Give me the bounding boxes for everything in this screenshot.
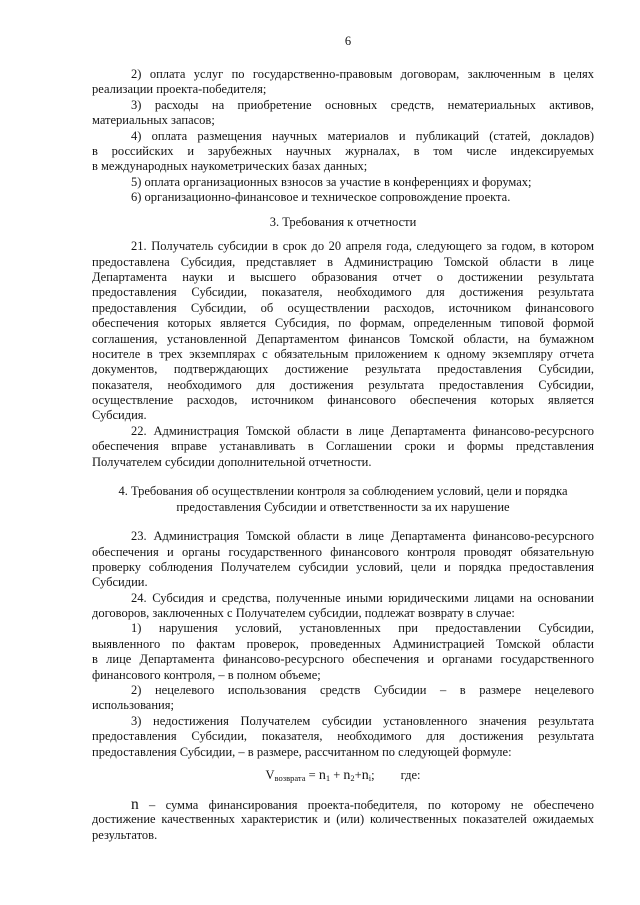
text-line: проверку соблюдения Получателем субсидии условий, цели и порядка предоставления [92, 559, 594, 574]
formula-v-subscript: возврата [274, 772, 306, 783]
text-line: 3) расходы на приобретение основных средств, нематериальных активов, [131, 97, 594, 112]
list-item [92, 190, 594, 205]
expense-list [92, 67, 594, 206]
text-line: предоставлена Субсидия, представляет в Администрацию Томской области в лице [92, 254, 594, 269]
text-line: 1) нарушения условий, установленных при предоставлении Субсидии, [131, 621, 594, 636]
text-line: использования; [92, 698, 174, 713]
formula-semicolon: ; [371, 767, 375, 782]
text-line: достижение качественных характеристик и (или) количественных показателей ожидаемых [92, 812, 594, 827]
return-case-2 [92, 683, 594, 714]
formula-n: n [343, 767, 351, 783]
text-line: 23. Администрация Томской области в лице Департамента финансово-ресурсного [131, 529, 594, 544]
definition-symbol: n [131, 795, 139, 813]
formula-n: n [318, 767, 326, 783]
list-item [92, 98, 594, 129]
section-4-heading [92, 484, 594, 515]
text-line: обеспечения и органы государственного финансового контроля проводят обязательную [92, 544, 594, 559]
paragraph-24 [92, 591, 594, 622]
text-line: Получателем субсидии дополнительной отчетности. [92, 454, 372, 469]
text-line: реализации проекта-победителя; [92, 82, 267, 97]
paragraph-22 [92, 424, 594, 470]
text-line: 2) оплата услуг по государственно-правовым договорам, заключенным в целях [131, 67, 594, 81]
text-line: 6) организационно-финансовое и техническое сопровождение проекта. [131, 190, 511, 205]
text-line: носителе в трех экземплярах с обязательным приложением к одному экземпляру отчета [92, 346, 594, 361]
heading-line: предоставления Субсидии и ответственности за их нарушение [176, 499, 510, 514]
text-line: 24. Субсидия и средства, полученные иными юридическими лицами на основании [131, 590, 594, 605]
paragraph-23 [92, 529, 594, 591]
text-line: 3) недостижения Получателем субсидии установленного значения результата [131, 713, 594, 728]
text-line: в лице Департамента финансово-ресурсного обеспечения и органами государственного [92, 652, 594, 667]
text-line: финансового контроля, – в полном объеме; [92, 667, 321, 682]
text-line: предоставления Субсидии, показателя, необходимого для достижения результата [92, 285, 594, 300]
formula-definition [92, 797, 594, 843]
return-case-3 [92, 714, 594, 760]
formula-equals: = [305, 767, 319, 782]
formula-plus: + [354, 767, 362, 782]
text-line: обеспечения вправе устанавливать в Соглашении сроки и формы представления [92, 439, 594, 454]
page-number: 6 [344, 34, 352, 48]
page-content [92, 67, 594, 843]
text-line: Департамента науки и высшего образования отчет о достижении результата [92, 269, 594, 284]
text-line: выявленного по фактам проверок, проведенных Администрацией Томской области [92, 636, 594, 651]
text-line: 5) оплата организационных взносов за участие в конференциях и форумах; [131, 174, 532, 189]
text-line: предоставления Субсидии, показателя, необходимого для достижения результата [92, 729, 594, 744]
formula-v: V [265, 767, 275, 782]
list-item [92, 129, 594, 175]
text-line: предоставления Субсидии, – в размере, рассчитанном по следующей формуле: [92, 744, 512, 759]
text-line: договоров, заключенных с Получателем субсидии, подлежат возврату в случае: [92, 606, 515, 621]
text-line: документов, подтверждающих достижение результата предоставления Субсидии, [92, 362, 594, 377]
text-line: в международных наукометрических базах данных; [92, 159, 368, 174]
list-item [92, 175, 594, 190]
text-line: результатов. [92, 827, 158, 842]
text-line: Субсидия. [92, 408, 147, 423]
heading-line: 4. Требования об осуществлении контроля за соблюдением условий, цели и порядка [118, 484, 568, 499]
text-line: 22. Администрация Томской области в лице Департамента финансово-ресурсного [131, 423, 594, 438]
text-line: 4) оплата размещения научных материалов и публикаций (статей, докладов) [131, 128, 594, 143]
list-item [92, 67, 594, 98]
return-formula [92, 768, 594, 783]
formula-plus: + [330, 767, 344, 782]
text-line: Субсидии. [92, 575, 148, 590]
section-3-heading: 3. Требования к отчетности [269, 215, 417, 230]
text-line: предоставления Субсидии, об осуществлении расходов, источником финансового [92, 300, 594, 315]
text-line: в российских и зарубежных научных журналах, в том числе индексируемых [92, 143, 594, 158]
return-case-1 [92, 621, 594, 683]
formula-subscript-2: 2 [350, 772, 355, 783]
text-line: 21. Получатель субсидии в срок до 20 апреля года, следующего за годом, в котором [131, 239, 594, 254]
text-line: осуществление расходов, источником финансового обеспечения которых является [92, 393, 594, 408]
text-line: показателя, необходимого для достижения результата предоставления Субсидии, [92, 377, 594, 392]
text-line: обеспечения которых является Субсидия, по формам, определенным типовой формой [92, 316, 594, 331]
formula-n: n [361, 767, 369, 783]
text-line: материальных запасов; [92, 113, 215, 128]
text-line: 2) нецелевого использования средств Субсидии – в размере нецелевого [131, 683, 594, 698]
text-line [92, 797, 594, 812]
definition-text: – сумма финансирования проекта-победителя, по которому не обеспечено [149, 797, 594, 812]
formula-subscript-i: i [368, 772, 372, 783]
formula-where: где: [400, 767, 421, 782]
paragraph-21 [92, 239, 594, 424]
text-line: соглашения, установленной Департаментом финансов Томской области, на бумажном [92, 331, 594, 346]
formula-subscript-1: 1 [325, 772, 331, 783]
